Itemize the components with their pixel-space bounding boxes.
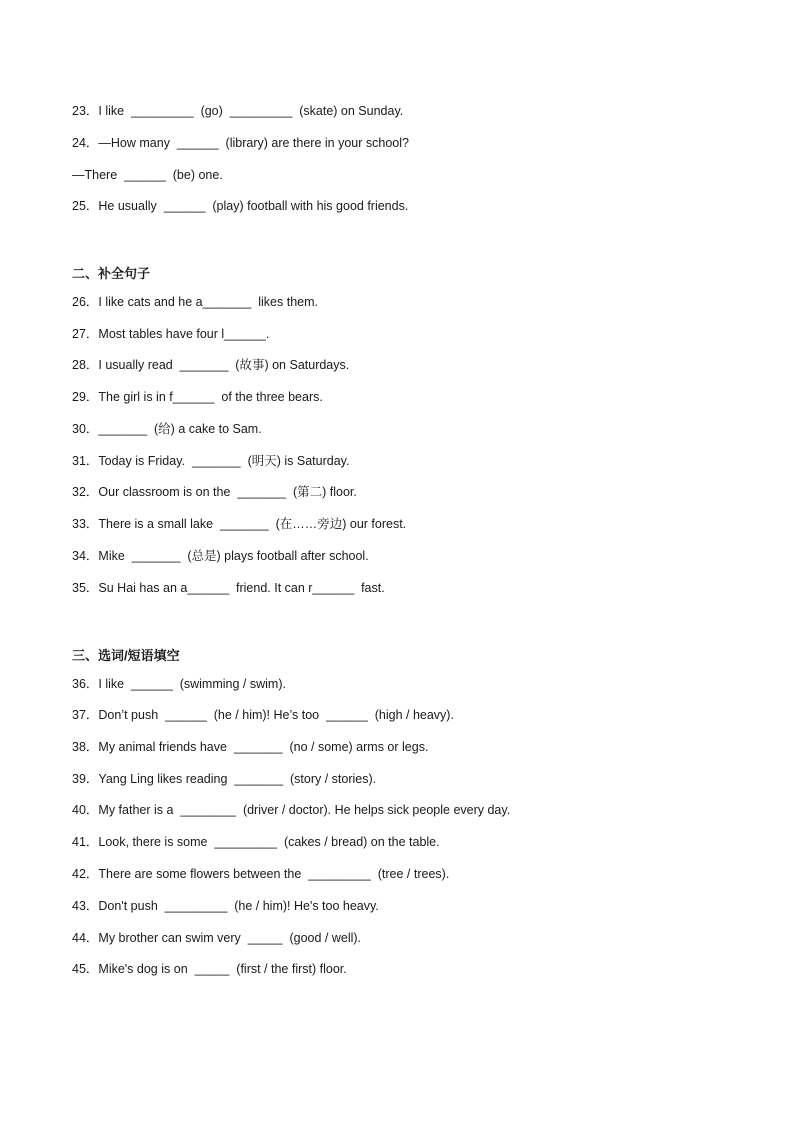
question-text: There is a small lake _______ (在……旁边) our forest. — [98, 517, 407, 531]
question-25 — [72, 198, 408, 214]
question-text: Our classroom is on the _______ (第二) floor. — [98, 485, 357, 499]
question-number: 32． — [72, 485, 99, 499]
question-text: Look, there is some _________ (cakes / bread) on the table. — [98, 835, 440, 849]
question-43 — [72, 898, 379, 914]
question-39 — [72, 771, 376, 787]
question-42 — [72, 866, 449, 882]
question-text: —How many ______ (library) are there in your school? — [98, 136, 409, 150]
question-text: He usually ______ (play) football with his good friends. — [98, 199, 409, 213]
question-text: Su Hai has an a______ friend. It can r______ fast. — [98, 581, 385, 595]
question-number: 44． — [72, 931, 99, 945]
section-heading-word-choice: 三、选词/短语填空 — [72, 648, 180, 663]
question-35 — [72, 580, 385, 596]
question-text: _______ (给) a cake to Sam. — [98, 422, 262, 436]
question-37 — [72, 707, 454, 723]
question-29 — [72, 389, 323, 405]
question-number: 28． — [72, 358, 99, 372]
question-45 — [72, 961, 347, 977]
question-number: 26． — [72, 295, 99, 309]
question-28 — [72, 357, 349, 373]
question-number: 35． — [72, 581, 99, 595]
question-number: 45． — [72, 962, 99, 976]
question-text: My animal friends have _______ (no / some) arms or legs. — [98, 740, 429, 754]
question-number: 24． — [72, 136, 99, 150]
question-text: Yang Ling likes reading _______ (story / stories). — [98, 772, 377, 786]
question-number: 41． — [72, 835, 99, 849]
question-38 — [72, 739, 428, 755]
question-text: There are some flowers between the _________ (tree / trees). — [98, 867, 450, 881]
question-number: 33． — [72, 517, 99, 531]
question-text: My brother can swim very _____ (good / well). — [98, 931, 362, 945]
question-26 — [72, 294, 318, 310]
question-41 — [72, 834, 440, 850]
question-text: Don’t push ______ (he / him)! He’s too ______ (high / heavy). — [98, 708, 454, 722]
question-text: I usually read _______ (故事) on Saturdays. — [98, 358, 350, 372]
question-text: Most tables have four l______. — [98, 327, 270, 341]
question-31 — [72, 453, 349, 469]
question-number: 31． — [72, 454, 99, 468]
question-36 — [72, 676, 286, 692]
question-27 — [72, 326, 269, 342]
question-number: 43． — [72, 899, 99, 913]
question-24 — [72, 135, 409, 151]
question-number: 42． — [72, 867, 99, 881]
section-heading-complete-sentences: 二、补全句子 — [72, 266, 151, 281]
question-number: 40． — [72, 803, 99, 817]
question-number: 25． — [72, 199, 99, 213]
question-text: Mike _______ (总是) plays football after school. — [98, 549, 369, 563]
question-text: Don't push _________ (he / him)! He's too heavy. — [98, 899, 379, 913]
question-23 — [72, 103, 403, 119]
question-33 — [72, 516, 406, 532]
question-30 — [72, 421, 262, 437]
question-text: —There ______ (be) one. — [72, 168, 223, 182]
question-text: Today is Friday. _______ (明天) is Saturday. — [98, 454, 350, 468]
question-number: 29． — [72, 390, 99, 404]
question-24-answer-line — [72, 167, 223, 183]
question-number: 38． — [72, 740, 99, 754]
question-number: 23． — [72, 104, 99, 118]
question-text: I like _________ (go) _________ (skate) on Sunday. — [98, 104, 404, 118]
question-number: 37． — [72, 708, 99, 722]
question-40 — [72, 802, 510, 818]
question-text: I like ______ (swimming / swim). — [98, 677, 286, 691]
question-text: Mike's dog is on _____ (first / the first) floor. — [98, 962, 347, 976]
question-text: I like cats and he a_______ likes them. — [98, 295, 318, 309]
question-number: 39． — [72, 772, 99, 786]
question-number: 30． — [72, 422, 99, 436]
question-34 — [72, 548, 369, 564]
question-number: 27． — [72, 327, 99, 341]
question-number: 36． — [72, 677, 99, 691]
question-text: The girl is in f______ of the three bears. — [98, 390, 323, 404]
question-32 — [72, 484, 357, 500]
question-number: 34． — [72, 549, 99, 563]
question-44 — [72, 930, 361, 946]
question-text: My father is a ________ (driver / doctor). He helps sick people every day. — [98, 803, 511, 817]
